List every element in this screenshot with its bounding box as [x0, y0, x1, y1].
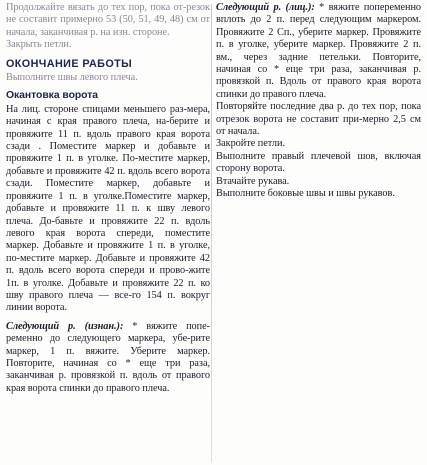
- seam-text: Выполните правый плечевой шов, включая сторону ворота.: [216, 150, 421, 175]
- collar-text: На лиц. стороне спицами меньшего раз-мера, начиная с края правого плеча, на-берите и провяжите 11 п. вдоль правого края ворота сзади . Поместите маркер и добавьте и провяжите 1 п. в уголке. По-местите маркер, добавьте и провяжите 42 п. вдоль всего ворота сзади. Поместите маркер, добавьте и провяжите 1 п. в уголке.Поместите маркер, добавьте и провяжите 11 п. к шву левого плеча. До-бавьте и провяжите 22 п. вдоль левого края ворота спереди, поместите маркер. Добавьте и провяжите 1 п. в уголке, по-местите маркер. Добавьте и провяжите 42 п. вдоль всего ворота спереди и прово-жите 1п. в уголке. Добавьте и провяжите 22 п. ко шву правого плеча — все-го 154 п. вокруг линии ворота.: [6, 103, 210, 314]
- repeat-text: Повторяйте последние два р. до тех пор, пока отрезок ворота не составит при-мерно 2,5 см от начала.: [216, 101, 421, 138]
- intro-close-text: Закрыть петли.: [6, 39, 72, 51]
- next-row-label: Следующий р. (изнан.):: [6, 320, 124, 332]
- close-text: Закройте петли.: [216, 138, 285, 150]
- row-text: * вяжите попеременно вплоть до 2 п. перед следующим маркером. Провяжите 2 Сп., уберите маркер. Провяжите п. в уголке, уберите маркер. Провяжите 2 п. вм., через задние петельки. Повторите, начиная со * еще три раза, заканчивая р. провязкой п. Вдоль от правого края ворота спинки до правого плеча.: [216, 2, 421, 100]
- right-column: [216, 2, 421, 201]
- finishing-heading: ОКОНЧАНИЕ РАБОТЫ: [6, 57, 133, 70]
- collar-heading: Окантовка ворота: [6, 90, 98, 102]
- finishing-text: Выполните швы левого плеча.: [6, 72, 138, 84]
- next-row-paragraph: [6, 321, 210, 395]
- side-seams-text: Выполните боковые швы и швы рукавов.: [216, 188, 395, 200]
- row-paragraph: [216, 2, 421, 101]
- sleeve-text: Втачайте рукава.: [216, 175, 290, 187]
- intro-paragraph: Продолжайте вязать до тех пор, пока от-резок не составит примерно 53 (50, 51, 49, 48) см от начала, заканчивая р. на изн. стороне.: [6, 2, 210, 38]
- column-divider: [211, 4, 212, 462]
- left-column: [6, 2, 210, 395]
- next-row-text: * вяжите попе-ременно до следующего маркера, убе-рите маркер, 1 п. вяжите. Уберите маркер. Повторите, начиная со * еще три раза, заканчивая р. провязкой п. вдоль от правого края ворота спинки до правого плеча.: [6, 320, 210, 394]
- row-label: Следующий р. (лиц.):: [216, 2, 315, 13]
